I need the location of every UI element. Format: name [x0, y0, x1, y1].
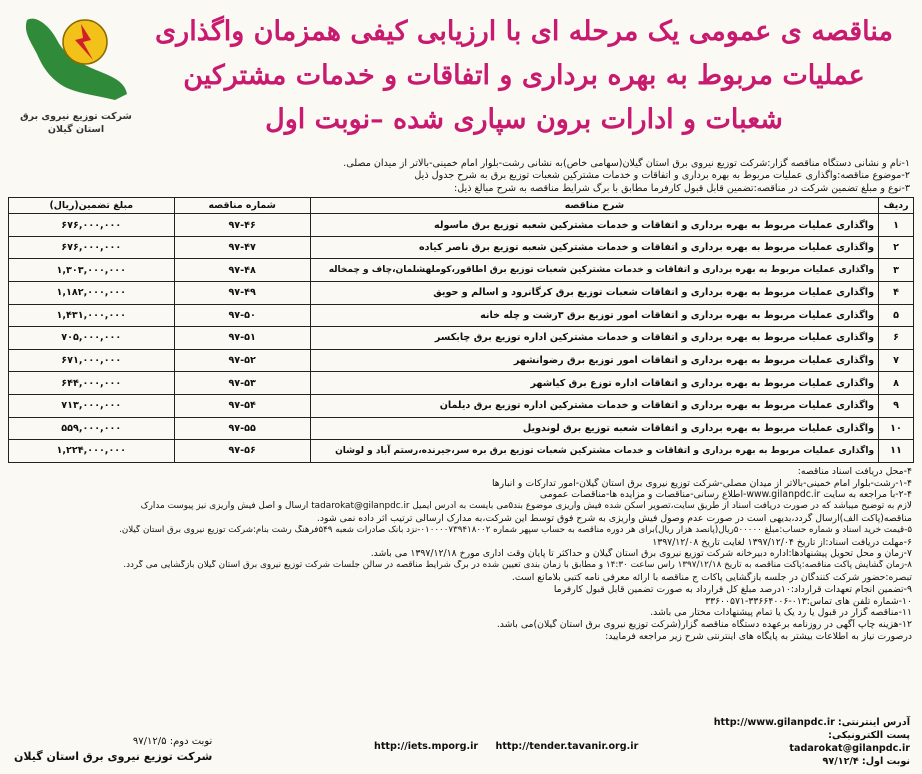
row-no: ۷	[879, 349, 914, 372]
row-tender-number: ۹۷-۴۷	[174, 236, 310, 259]
intro-item: ۳-نوع و مبلغ تضمین شرکت در مناقصه:تضمین قابل قبول کارفرما مطابق با برگ شرایط مناقصه به شرح مبالغ ذیل:	[454, 182, 910, 194]
contact-block	[714, 716, 910, 768]
intro-item: ۱-نام و نشانی دستگاه مناقصه گزار:شرکت توزیع نیروی برق استان گیلان(سهامی خاص)به نشانی رشت-بلوار امام خمینی-بالاتر از میدان مصلی.	[343, 158, 910, 169]
external-links	[360, 741, 638, 752]
row-tender-number: ۹۷-۴۹	[174, 282, 310, 305]
row-guarantee-amount: ۶۷۶,۰۰۰,۰۰۰	[9, 236, 175, 259]
company-logo	[16, 10, 136, 140]
note-item: مناقصه(پاکت الف)ارسال گردد،بدیهی است در صورت عدم وصول فیش واریزی به شرح فوق توسط این شرکت،به مدارک ارسالی ترتیب اثر داده نمی شود.	[316, 512, 912, 524]
row-tender-number: ۹۷-۵۱	[174, 327, 310, 350]
table-row	[9, 304, 914, 327]
row-no: ۵	[879, 304, 914, 327]
issuer-company: شرکت توزیع نیروی برق استان گیلان	[14, 750, 213, 763]
row-no: ۳	[879, 259, 914, 282]
table-row	[9, 417, 914, 440]
row-guarantee-amount: ۱,۴۳۱,۰۰۰,۰۰۰	[9, 304, 175, 327]
logo-company-name: شرکت توزیع نیروی برق	[20, 111, 132, 122]
row-tender-number: ۹۷-۵۴	[174, 394, 310, 417]
table-row	[9, 349, 914, 372]
note-item: تبصره:حضور شرکت کنندگان در جلسه بازگشایی پاکات ج مناقصه با ارائه معرفی نامه کتبی بلامانع است.	[511, 571, 912, 583]
note-item: ۲-۴-با مراجعه به سایت www.gilanpdc.ir-اطلاع رسانی-مناقصات و مزایده ها-مناقصات عمومی	[539, 489, 912, 501]
intro-section	[8, 158, 910, 195]
row-no: ۴	[879, 282, 914, 305]
table-row	[9, 282, 914, 305]
row-tender-number: ۹۷-۴۶	[174, 214, 310, 237]
note-item: ۴-محل دریافت اسناد مناقصه:	[797, 465, 912, 477]
table-row	[9, 259, 914, 282]
row-no: ۱	[879, 214, 914, 237]
row-no: ۹	[879, 394, 914, 417]
note-item: ۸-زمان گشایش پاکت مناقصه:پاکت مناقصه به تاریخ ۱۳۹۷/۱۲/۱۸ راس ساعت ۱۴:۳۰ و مطابق با زمان بندی تعیین شده در برگ شرایط مناقصه در سالن جلسات شرکت توزیع نیروی برق استان گیلان بازگشایی می گردد.	[123, 560, 912, 571]
row-description: واگذاری عملیات مربوط به بهره برداری و اتفاقات و خدمات مشترکین شعبات توزیع برق اطاقور،کوملهشلمان،چاف و چمخاله	[310, 259, 878, 282]
row-guarantee-amount: ۵۵۹,۰۰۰,۰۰۰	[9, 417, 175, 440]
row-no: ۱۱	[879, 440, 914, 463]
row-description: واگذاری عملیات مربوط به بهره برداری و اتفاقات امور توزیع برق رضوانشهر	[310, 349, 878, 372]
note-item: ۱۲-هزینه چاپ آگهی در روزنامه برعهده دستگاه مناقصه گزار(شرکت توزیع نیروی برق استان گیلان)می باشد.	[496, 619, 912, 631]
header-row-no: ردیف	[879, 198, 914, 214]
table-header-row	[9, 198, 914, 214]
tenders-table	[8, 197, 914, 463]
header	[8, 6, 914, 154]
row-description: واگذاری عملیات مربوط به بهره برداری و اتفاقات شعبات توزیع برق کرگانرود و اسالم و حویق	[310, 282, 878, 305]
first-publication-label: نوبت اول:	[861, 756, 910, 767]
row-tender-number: ۹۷-۵۶	[174, 440, 310, 463]
email-link[interactable]: tadarokat@gilanpdc.ir	[789, 743, 910, 754]
note-item: ۹-تضمین انجام تعهدات قرارداد:۱۰درصد مبلغ کل قرارداد به صورت تضمین قابل قبول کارفرما	[553, 583, 912, 595]
table-row	[9, 236, 914, 259]
row-guarantee-amount: ۶۷۶,۰۰۰,۰۰۰	[9, 214, 175, 237]
row-guarantee-amount: ۶۷۱,۰۰۰,۰۰۰	[9, 349, 175, 372]
row-no: ۱۰	[879, 417, 914, 440]
second-publication-date: ۹۷/۱۲/۵	[132, 736, 167, 747]
table-row	[9, 214, 914, 237]
note-item: درصورت نیاز به اطلاعات بیشتر به پایگاه های اینترنتی شرح زیر مراجعه فرمایید:	[605, 630, 912, 642]
row-tender-number: ۹۷-۵۲	[174, 349, 310, 372]
row-tender-number: ۹۷-۵۵	[174, 417, 310, 440]
row-description: واگذاری عملیات مربوط به بهره برداری و اتفاقات و خدمات مشترکین شعبه توزیع برق ناصر کیاده	[310, 236, 878, 259]
row-tender-number: ۹۷-۵۳	[174, 372, 310, 395]
table-row	[9, 440, 914, 463]
iets-link[interactable]: http://iets.mporg.ir	[374, 741, 479, 752]
second-publication-label: نوبت دوم:	[169, 736, 213, 747]
row-description: واگذاری عملیات مربوط به بهره برداری و اتفاقات و خدمات مشترکین اداره توزیع برق دیلمان	[310, 394, 878, 417]
row-guarantee-amount: ۶۴۴,۰۰۰,۰۰۰	[9, 372, 175, 395]
signature-block	[14, 734, 212, 764]
tender-tavanir-link[interactable]: http://tender.tavanir.org.ir	[495, 741, 639, 752]
note-item: ۱-۴-رشت-بلوار امام خمینی-بالاتر از میدان مصلی-شرکت توزیع نیروی برق استان گیلان-امور تدارکات و انبارها	[491, 477, 912, 489]
row-guarantee-amount: ۱,۲۲۴,۰۰۰,۰۰۰	[9, 440, 175, 463]
row-tender-number: ۹۷-۵۰	[174, 304, 310, 327]
title-line-2: عملیات مربوط به بهره برداری و اتفاقات و خدمات مشترکین	[183, 60, 865, 91]
note-item: لازم به توضیح میباشد که در صورت دریافت اسناد از طریق سایت،تصویر اسکن شده فیش واریزی موضوع بند۵می بایست به آدرس ایمیل tadarokat@gilanpdc.ir ارسال و اصل فیش واریزی نیز پیوست مدارک	[140, 501, 912, 512]
table-row	[9, 394, 914, 417]
logo-province: استان گیلان	[47, 124, 105, 135]
note-item: ۵-قیمت خرید اسناد و شماره حساب:مبلغ ۵۰۰۰۰۰ریال(پانصد هزار ریال)برای هر دوره مناقصه به حساب سپهر شماره ۰۱۰۰۰۰۷۳۹۴۱۸۰۰۲-نزد بانک صادرات شعبه ۵۴۹فرهنگ رشت بنام:شرکت توزیع نیروی برق استان گیلان.	[119, 524, 912, 535]
title-line-3: شعبات و ادارات برون سپاری شده –نوبت اول	[265, 104, 783, 135]
intro-item: ۲-موضوع مناقصه:واگذاری عملیات مربوط به بهره برداری و اتفاقات و خدمات مشترکین شعبات توزیع برق به شرح جدول ذیل	[414, 170, 910, 182]
row-no: ۲	[879, 236, 914, 259]
row-no: ۸	[879, 372, 914, 395]
row-description: واگذاری عملیات مربوط به بهره برداری و اتفاقات و خدمات مشترکین شعبه توزیع برق ماسوله	[310, 214, 878, 237]
website-label: آدرس اینترنتی:	[837, 717, 910, 728]
header-tender-number: شماره مناقصه	[174, 198, 310, 214]
note-item: ۱۱-مناقصه گزار در قبول یا رد یک یا تمام پیشنهادات مختار می باشد.	[650, 607, 912, 619]
table-row	[9, 372, 914, 395]
row-description: واگذاری عملیات مربوط به بهره برداری و اتفاقات امور توزیع برق ۳رشت و چله خانه	[310, 304, 878, 327]
note-item: ۶-مهلت دریافت اسناد:از تاریخ ۱۳۹۷/۱۲/۰۴ لغایت تاریخ ۱۳۹۷/۱۲/۰۸	[652, 536, 912, 548]
row-tender-number: ۹۷-۴۸	[174, 259, 310, 282]
row-description: واگذاری عملیات مربوط به بهره برداری و اتفاقات شعبه توزیع برق لوندویل	[310, 417, 878, 440]
note-item: ۷-زمان و محل تحویل پیشنهادها:اداره دبیرخانه شرکت توزیع نیروی برق استان گیلان و حداکثر تا پایان وقت اداری مورخ ۱۳۹۷/۱۲/۱۸ می باشد.	[370, 548, 912, 560]
first-publication-date: ۹۷/۱۲/۴	[822, 756, 859, 767]
row-guarantee-amount: ۱,۳۰۳,۰۰۰,۰۰۰	[9, 259, 175, 282]
notice-title	[148, 10, 900, 142]
email-label: پست الکترونیکی:	[828, 730, 910, 741]
website-link[interactable]: http://www.gilanpdc.ir	[713, 717, 835, 728]
row-description: واگذاری عملیات مربوط به بهره برداری و اتفاقات و خدمات مشترکین اداره توزیع برق چابکسر	[310, 327, 878, 350]
table-row	[9, 327, 914, 350]
row-no: ۶	[879, 327, 914, 350]
row-description: واگذاری عملیات مربوط به بهره برداری و اتفاقات اداره توزع برق کیاشهر	[310, 372, 878, 395]
note-item: ۱۰-شماره تلفن های تماس:۰۱۳-۳۳۶۶۴۰۰۶-۳۳۶۰۰۵۷۱	[705, 595, 912, 607]
notes-section	[8, 466, 912, 643]
header-guarantee-amount: مبلغ تضمین(ریال)	[9, 198, 175, 214]
row-guarantee-amount: ۷۱۳,۰۰۰,۰۰۰	[9, 394, 175, 417]
title-line-1: مناقصه ی عمومی یک مرحله ای با ارزیابی کیفی همزمان واگذاری	[155, 16, 893, 47]
header-description: شرح مناقصه	[310, 198, 878, 214]
row-description: واگذاری عملیات مربوط به بهره برداری و اتفاقات و خدمات مشترکین شعبات توزیع برق بره سر،جیرنده،رستم آباد و لوشان	[310, 440, 878, 463]
row-guarantee-amount: ۷۰۵,۰۰۰,۰۰۰	[9, 327, 175, 350]
gilan-map-icon	[21, 10, 131, 106]
row-guarantee-amount: ۱,۱۸۲,۰۰۰,۰۰۰	[9, 282, 175, 305]
